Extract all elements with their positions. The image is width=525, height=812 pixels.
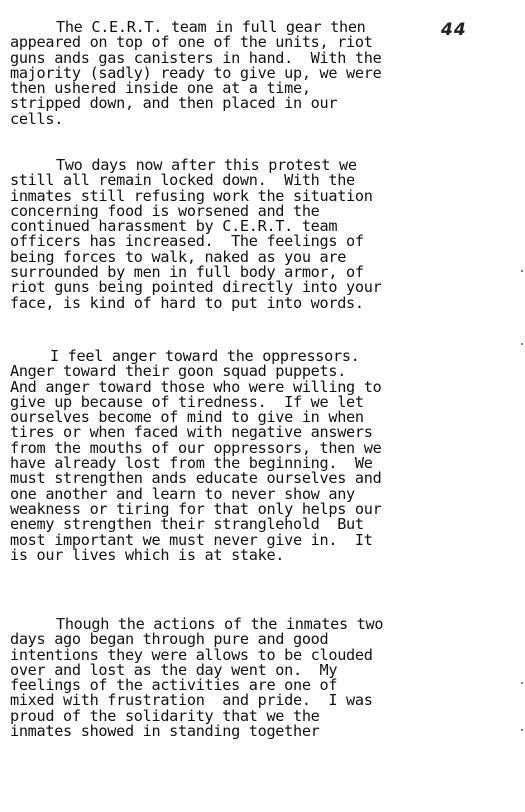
text-line: I feel anger toward the oppressors. [50, 347, 360, 365]
page-number: 44 [441, 20, 467, 40]
text-line: continued harassment by C.E.R.T. team [10, 217, 338, 236]
text-line: proud of the solidarity that we the [10, 706, 320, 725]
text-line: majority (sadly) ready to give up, we were [10, 63, 382, 82]
text-line: one another and learn to never show any [10, 484, 355, 503]
text-line: concerning food is worsened and the [10, 201, 320, 220]
text-line: intentions they were allows to be clouded [10, 645, 373, 664]
text-line: mixed with frustration and pride. I was [10, 691, 373, 710]
text-line: tires or when faced with negative answers [10, 423, 373, 442]
text-line: cells. [10, 109, 64, 128]
text-line: inmates showed in standing together [10, 722, 320, 741]
text-line: feelings of the activities are one of [10, 676, 338, 695]
text-line: have already lost from the beginning. We [10, 454, 373, 473]
scan-speck [521, 270, 523, 272]
text-line: And anger toward those who were willing to [10, 377, 382, 396]
paragraph-2 [10, 158, 515, 311]
paragraph-4 [10, 617, 515, 739]
text-line: riot guns being pointed directly into your [10, 278, 382, 297]
paragraph-3 [10, 349, 515, 563]
text-line: is our lives which is at stake. [10, 545, 285, 564]
text-line: weakness or tiring for that only helps our [10, 499, 382, 518]
text-line: most important we must never give in. It [10, 530, 373, 549]
scan-speck [521, 343, 523, 345]
text-line: face, is kind of hard to put into words. [10, 293, 364, 312]
text-line: Though the actions of the inmates two [56, 615, 384, 633]
text-line: The C.E.R.T. team in full gear then [56, 18, 366, 36]
text-line: being forces to walk, naked as you are [10, 247, 347, 266]
text-line: inmates still refusing work the situation [10, 186, 373, 205]
scan-speck [521, 729, 523, 731]
text-line: ourselves become of mind to give in when [10, 408, 364, 427]
text-line: Anger toward their goon squad puppets. [10, 362, 347, 381]
text-line: appeared on top of one of the units, riot [10, 33, 373, 52]
scan-speck [521, 682, 523, 684]
text-line: enemy strengthen their stranglehold But [10, 515, 364, 534]
text-line: over and lost as the day went on. My [10, 660, 338, 679]
paragraph-1 [10, 20, 515, 127]
text-line: stripped down, and then placed in our [10, 94, 338, 113]
text-line: surrounded by men in full body armor, of [10, 263, 364, 282]
text-line: Two days now after this protest we [56, 156, 357, 174]
text-line: give up because of tiredness. If we let [10, 392, 364, 411]
text-line: from the mouths of our oppressors, then we [10, 438, 382, 457]
text-line: must strengthen ands educate ourselves and [10, 469, 382, 488]
text-line: still all remain locked down. With the [10, 171, 355, 190]
text-line: then ushered inside one at a time, [10, 79, 311, 98]
text-line: guns ands gas canisters in hand. With the [10, 48, 382, 67]
text-line: days ago began through pure and good [10, 630, 329, 649]
text-line: officers has increased. The feelings of [10, 232, 364, 251]
